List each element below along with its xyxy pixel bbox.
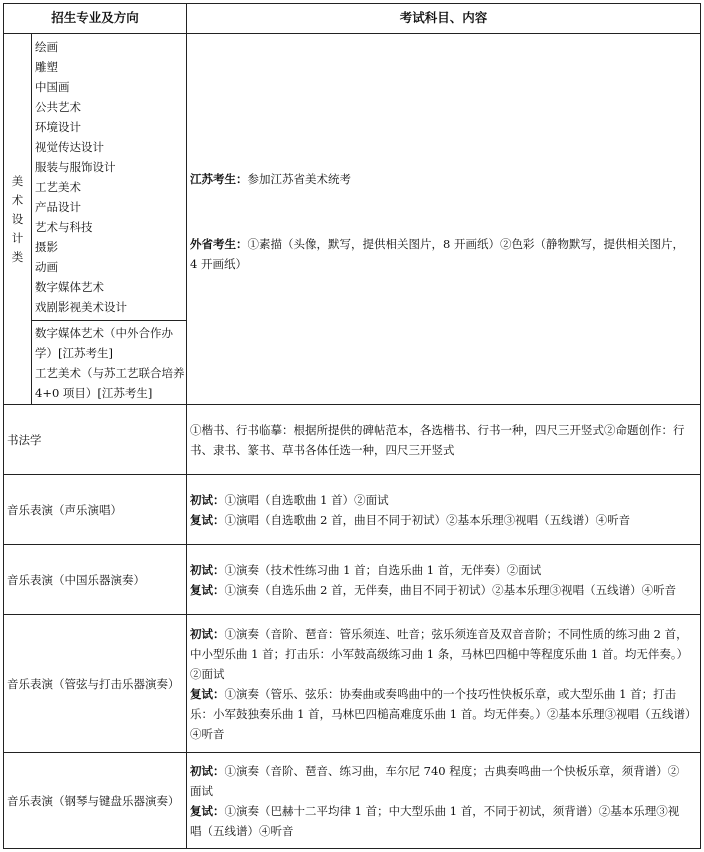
jiangsu-requirement (190, 169, 351, 189)
major-item: 戏剧影视美术设计 (35, 300, 127, 314)
exam-line: ①演奏（音阶、琶音、练习曲，车尔尼 740 程度；古典奏鸣曲一个快板乐章，须背谱）② (224, 763, 680, 778)
major-item: 艺术与科技 (35, 220, 93, 234)
exam-line: ①演奏（技术性练习曲 1 首；自选乐曲 1 首，无伴奏）②面试 (224, 562, 542, 577)
major-item: 工艺美术 (35, 180, 81, 194)
major-item: 雕塑 (35, 60, 58, 74)
first-round-label: 初试： (190, 562, 225, 577)
category-char: 术 (11, 192, 24, 207)
coop-line: 4+0 项目）[江苏考生] (35, 386, 153, 400)
second-round-label: 复试： (190, 512, 225, 527)
chinese-instruments-exam-content (187, 545, 700, 615)
art-coop-majors (32, 321, 187, 405)
exam-line: ①演奏（巴赫十二平均律 1 首；中大型乐曲 1 首，不同于初试，须背谱）②基本乐理③视 (224, 803, 680, 818)
major-item: 绘画 (35, 40, 58, 54)
second-round-label: 复试： (190, 803, 225, 818)
exam-line: ①演唱（自选歌曲 1 首）②面试 (224, 492, 389, 507)
first-round-label: 初试： (190, 763, 225, 778)
jiangsu-text: 参加江苏省美术统考 (247, 172, 351, 186)
exam-line: 中小型乐曲 1 首；打击乐：小军鼓高级练习曲 1 条，马林巴四槌中等程度乐曲 1 首。均无伴奏。） (190, 646, 689, 661)
exam-line: ①演奏（自选乐曲 2 首，无伴奏，曲目不同于初试）②基本乐理③视唱（五线谱）④听音 (224, 582, 677, 597)
exam-line: 唱（五线谱）④听音 (190, 823, 294, 838)
major-item: 环境设计 (35, 120, 81, 134)
coop-line: 数字媒体艺术（中外合作办 (35, 326, 173, 340)
exam-line: 面试 (190, 783, 213, 798)
category-char: 设 (11, 211, 24, 226)
header-major-direction: 招生专业及方向 (4, 4, 187, 34)
major-item: 中国画 (35, 80, 70, 94)
major-item: 摄影 (35, 240, 58, 254)
admission-exam-table (3, 3, 701, 849)
major-item: 数字媒体艺术 (35, 280, 104, 294)
art-exam-content (187, 34, 700, 405)
major-item: 动画 (35, 260, 58, 274)
art-major-list (32, 34, 187, 321)
exam-line: ②面试 (190, 666, 225, 681)
exam-line: ①楷书、行书临摹：根据所提供的碑帖范本，各选楷书、行书一种，四尺三开竖式②命题创作：行 (190, 422, 685, 437)
second-round-label: 复试： (190, 582, 225, 597)
major-item: 产品设计 (35, 200, 81, 214)
other-label: 外省考生： (190, 237, 248, 251)
exam-line: ①演奏（音阶、琶音：管乐须连、吐音；弦乐须连音及双音音阶；不同性质的练习曲 2 首， (224, 626, 688, 641)
jiangsu-label: 江苏考生： (190, 172, 248, 186)
first-round-label: 初试： (190, 492, 225, 507)
other-province-requirement (190, 234, 697, 274)
major-calligraphy: 书法学 (4, 405, 187, 475)
other-text-line: 4 开画纸） (190, 257, 247, 271)
major-piano-keyboard: 音乐表演（钢琴与键盘乐器演奏） (4, 753, 187, 848)
calligraphy-exam-content (187, 405, 700, 475)
piano-exam-content (187, 753, 700, 848)
exam-line: ①演奏（管乐、弦乐：协奏曲或奏鸣曲中的一个技巧性快板乐章，或大型乐曲 1 首；打击 (224, 686, 677, 701)
category-char: 美 (11, 173, 24, 188)
exam-line: 乐：小军鼓独奏乐曲 1 首，马林巴四槌高难度乐曲 1 首。均无伴奏。）②基本乐理③视唱（五线谱） (190, 706, 697, 721)
coop-line: 工艺美术（与苏工艺联合培养 (35, 366, 185, 380)
second-round-label: 复试： (190, 686, 225, 701)
category-art-design (4, 34, 32, 405)
major-item: 视觉传达设计 (35, 140, 104, 154)
major-vocal: 音乐表演（声乐演唱） (4, 475, 187, 545)
category-char: 计 (11, 230, 24, 245)
header-exam-content: 考试科目、内容 (187, 4, 700, 34)
major-item: 公共艺术 (35, 100, 81, 114)
major-item: 服装与服饰设计 (35, 160, 116, 174)
exam-line: 书、隶书、篆书、草书各体任选一种，四尺三开竖式 (190, 442, 455, 457)
first-round-label: 初试： (190, 626, 225, 641)
other-text-line: ①素描（头像，默写，提供相关图片，8 开画纸）②色彩（静物默写，提供相关图片， (247, 237, 684, 251)
major-orchestral-instruments: 音乐表演（管弦与打击乐器演奏） (4, 615, 187, 753)
category-char: 类 (11, 249, 24, 264)
coop-line: 学）[江苏考生] (35, 346, 113, 360)
major-chinese-instruments: 音乐表演（中国乐器演奏） (4, 545, 187, 615)
exam-line: ④听音 (190, 726, 225, 741)
orchestral-exam-content (187, 615, 700, 753)
vocal-exam-content (187, 475, 700, 545)
exam-line: ①演唱（自选歌曲 2 首，曲目不同于初试）②基本乐理③视唱（五线谱）④听音 (224, 512, 631, 527)
